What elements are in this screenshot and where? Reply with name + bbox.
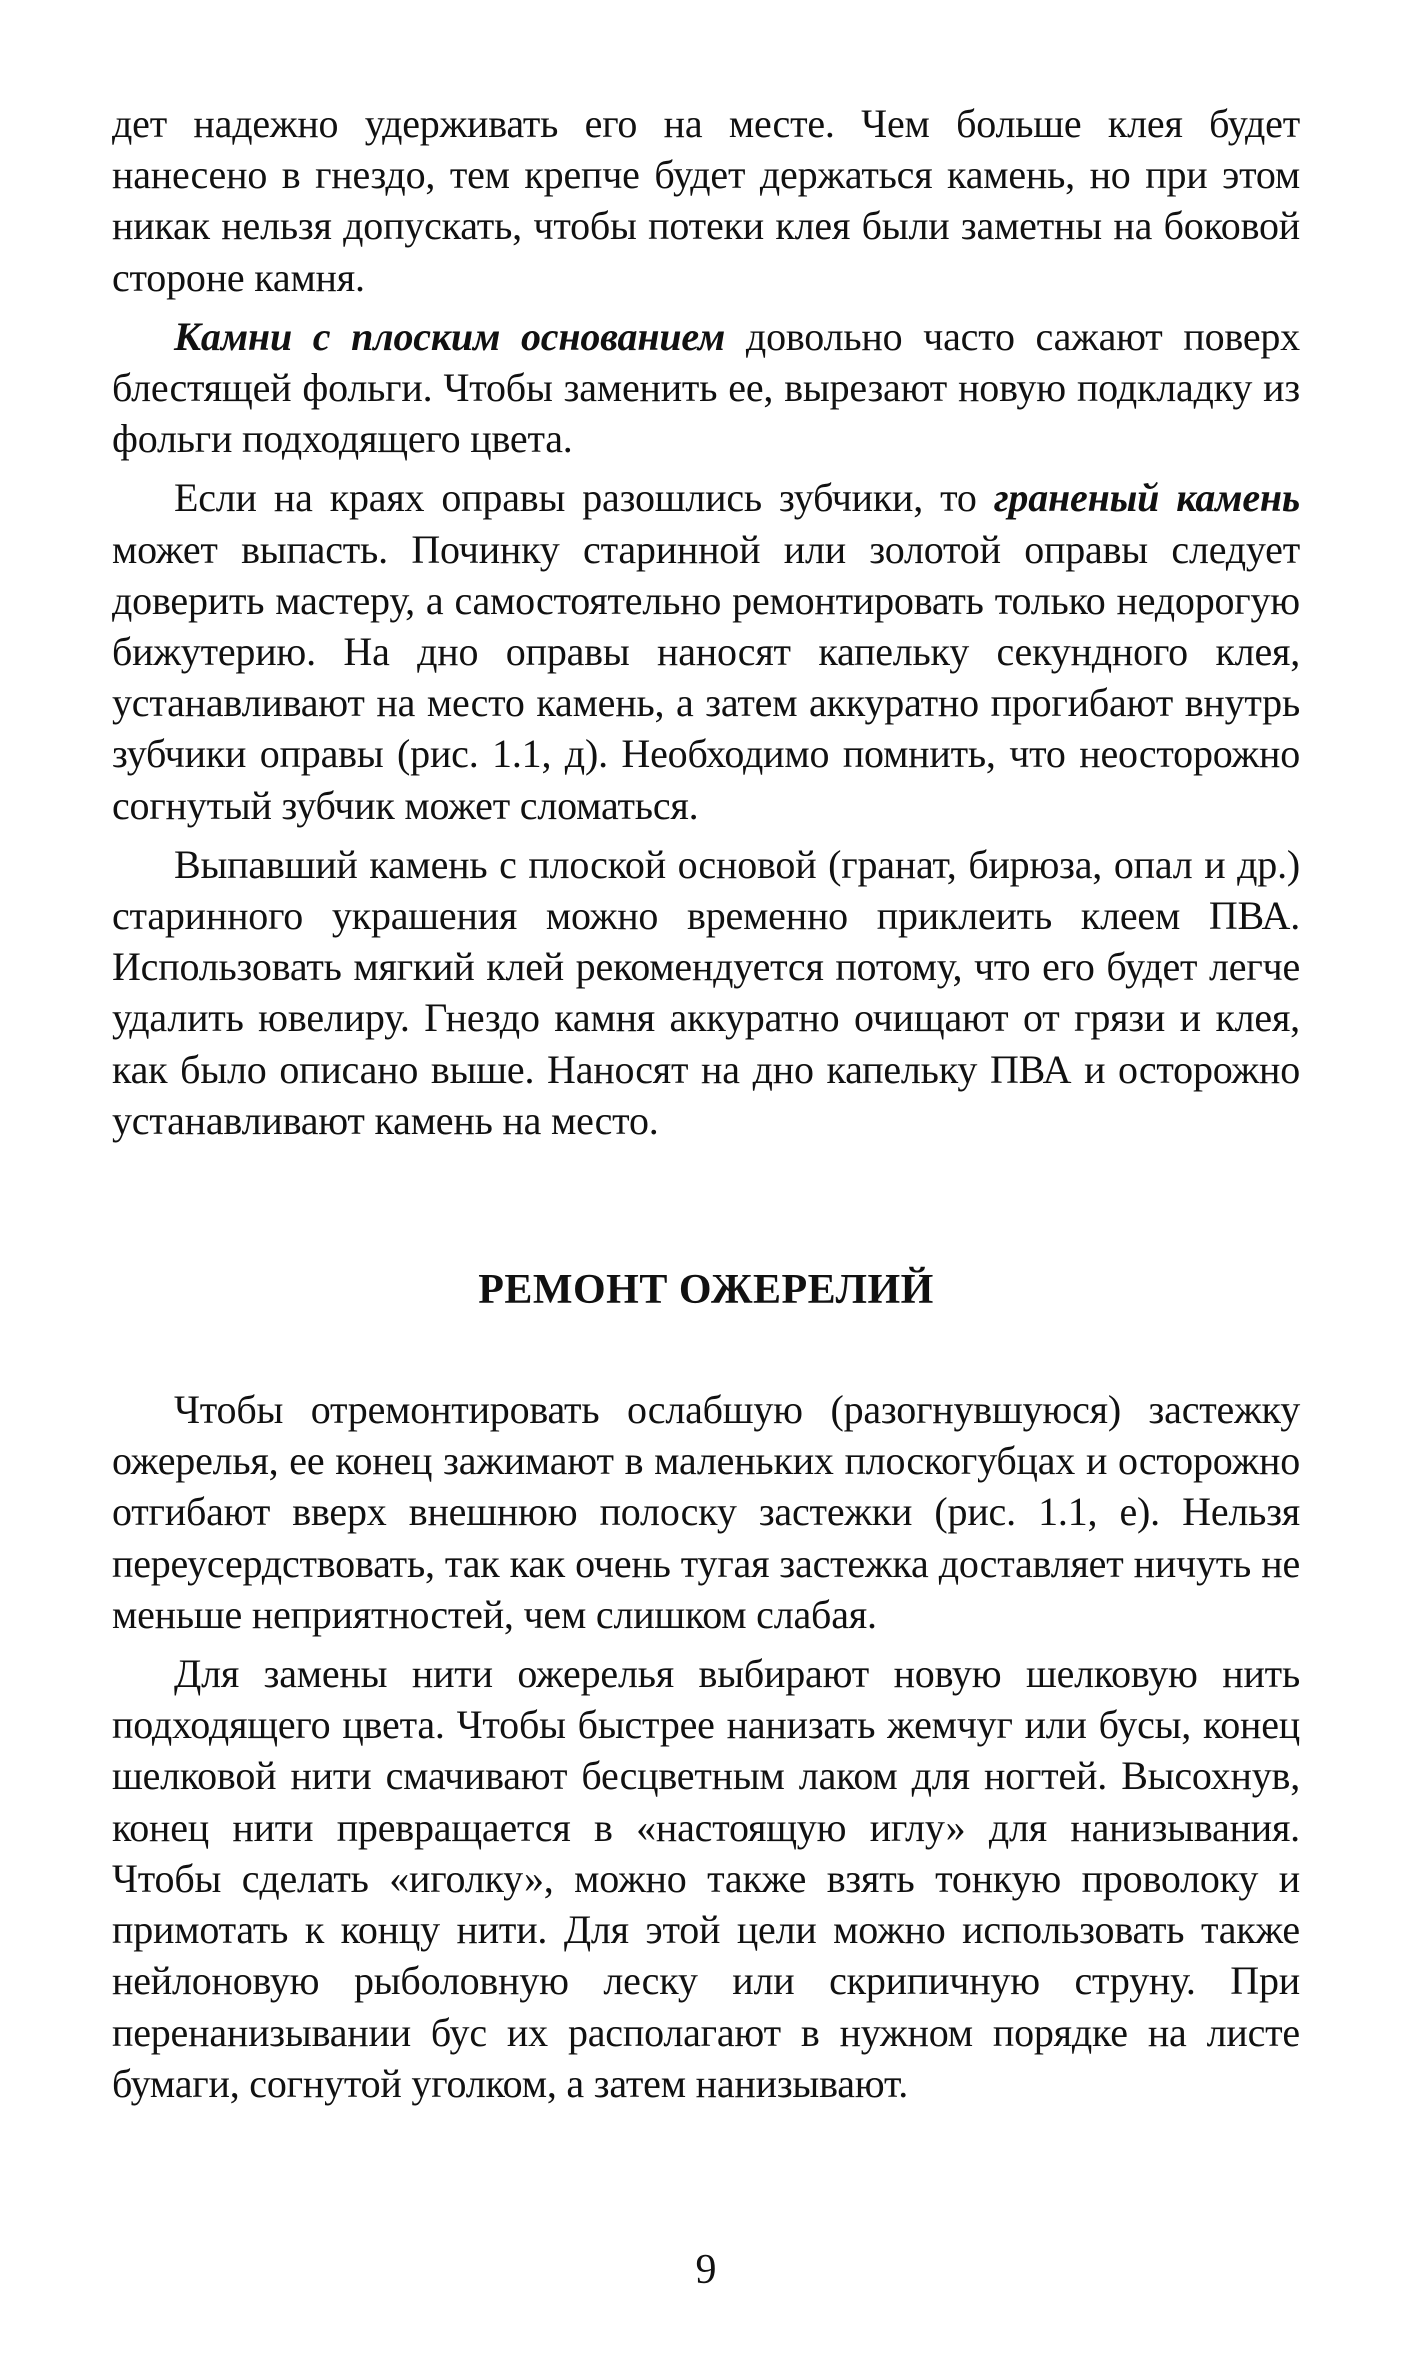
paragraph-continuation: дет надежно удерживать его на месте. Чем больше клея будет нанесено в гнездо, тем крепче будет держаться камень, но при этом никак нельзя допускать, чтобы потеки клея были заметны на боковой стороне камня. [112,101,1300,300]
paragraph-flat-base-stones [112,311,1300,465]
paragraph-text: Если на краях оправы разошлись зубчики, то [174,475,994,521]
paragraph-text: довольно часто сажают поверх блестящей фольги. Чтобы заменить ее, вырезают новую подкладку из фольги подходящего цвета. [112,313,1300,462]
paragraph-faceted-stone [112,472,1300,830]
section-heading: РЕМОНТ ОЖЕРЕЛИЙ [478,1267,934,1314]
term-flat-base-stones: Камни с плоским основанием [174,313,726,359]
term-faceted-stone: граненый камень [993,475,1301,521]
paragraph-text: может выпасть. Починку старинной или золотой оправы следует доверить мастеру, а самостоятельно ремонтировать только недорогую бижутерию. На дно оправы наносят капельку секундного клея, устанавливают на место камень, а затем аккуратно прогибают внутрь зубчики оправы (рис. 1.1, д). Необходимо помнить, что неосторожно согнутый зубчик может сломаться. [112,526,1300,828]
paragraph-thread-replacement: Для замены нити ожерелья выбирают новую шелковую нить подходящего цвета. Чтобы быстрее нанизать жемчуг или бусы, конец шелковой нити смачивают бесцветным лаком для ногтей. Высохнув, конец нити превращается в «настоящую иглу» для нанизывания. Чтобы сделать «иголку», можно также взять тонкую проволоку и примотать к концу нити. Для этой цели можно использовать также нейлоновую рыболовную леску или скрипичную струну. При перенанизывании бус их располагают в нужном порядке на листе бумаги, согнутой уголком, а затем нанизывают. [112,1651,1300,2106]
paragraph-clasp-repair: Чтобы отремонтировать ослабшую (разогнувшуюся) застежку ожерелья, ее конец зажимают в маленьких плоскогубцах и осторожно отгибают вверх внешнюю полоску застежки (рис. 1.1, е). Нельзя переусердствовать, так как очень тугая застежка доставляет ничуть не меньше неприятностей, чем слишком слабая. [112,1387,1300,1637]
paragraph-fallen-stone: Выпавший камень с плоской основой (гранат, бирюза, опал и др.) старинного украшения можно временно приклеить клеем ПВА. Использовать мягкий клей рекомендуется потому, что его будет легче удалить ювелиру. Гнездо камня аккуратно очищают от грязи и клея, как было описано выше. Наносят на дно капельку ПВА и осторожно устанавливают камень на место. [112,841,1300,1143]
page-body [112,98,1300,2117]
page-number: 9 [695,2247,717,2293]
